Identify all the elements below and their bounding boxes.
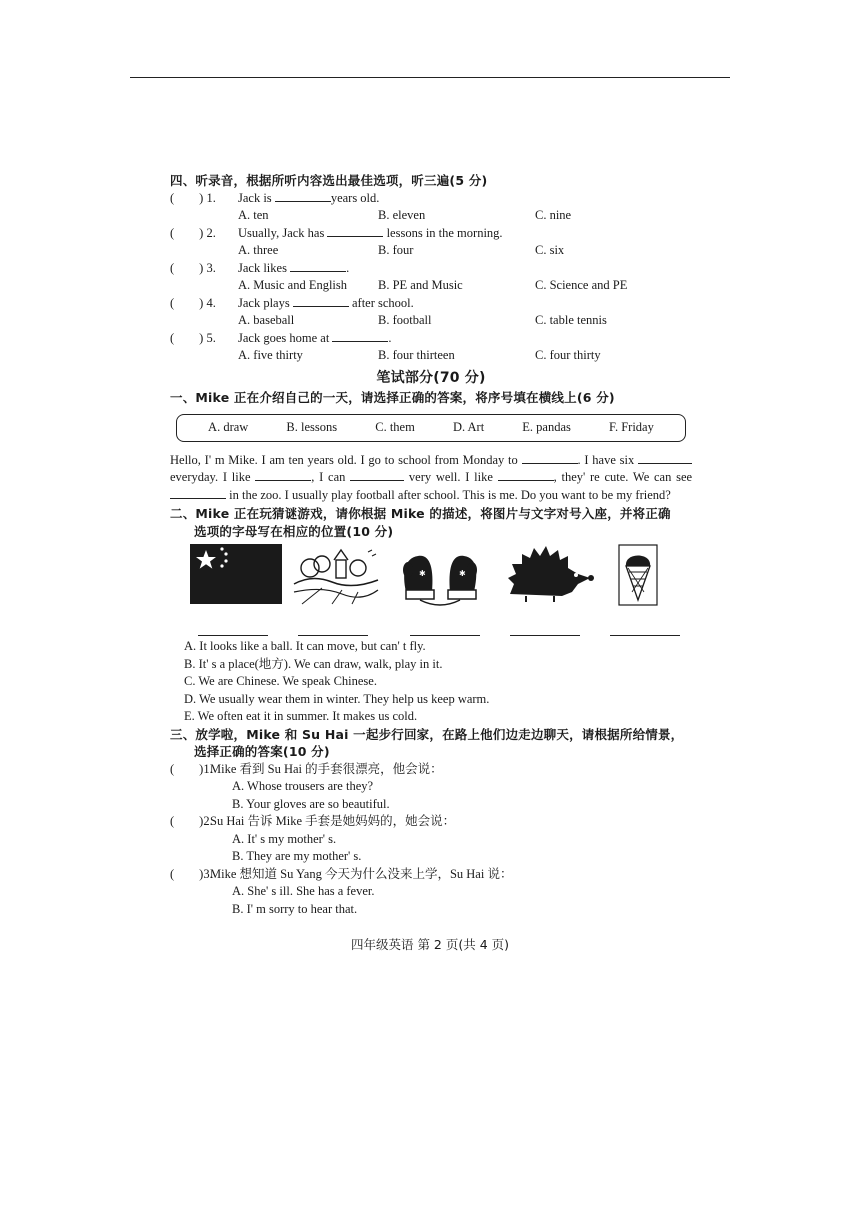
answer-blank[interactable] — [638, 452, 692, 464]
dialogue-question-3: ( )3. Mike 想知道 Su Yang 今天为什么没来上学，Su Hai 说： A. She' s ill. She has a fever. B. I' m sorry to hear that. — [170, 866, 692, 919]
option-c: C. four thirty — [535, 348, 601, 362]
statement-b: B. It' s a place(地方). We can draw, walk, play in it. — [184, 656, 443, 671]
option-a: A. five thirty — [238, 348, 303, 362]
svg-text:✱: ✱ — [419, 569, 426, 578]
answer-paren[interactable]: ( )2. — [170, 814, 213, 828]
option-b: B. They are my mother' s. — [232, 849, 362, 863]
answer-blank[interactable] — [290, 260, 346, 272]
page-footer: 四年级英语 第 2 页(共 4 页) — [350, 937, 510, 952]
ice-cream-icon — [618, 544, 658, 606]
answer-blank[interactable] — [522, 452, 578, 464]
answer-blank[interactable] — [255, 469, 311, 481]
answer-blank[interactable] — [410, 624, 480, 636]
china-flag-icon — [190, 544, 282, 604]
dialogue-question-2: ( )2. Su Hai 告诉 Mike 手套是她妈妈的，她会说： A. It' s my mother' s. B. They are my mother' s. — [170, 813, 692, 866]
mike-paragraph: Hello, I' m Mike. I am ten years old. I go to school from Monday to . I have six everyday. I like , I can very well. I like , they' re cute. We can see in the zoo. I usually play football after school. This is me. Do you want to be my friend? — [170, 452, 693, 502]
statement-a: A. It looks like a ball. It can move, but can' t fly. — [184, 639, 426, 653]
part1-title: 一、Mike 正在介绍自己的一天，请选择正确的答案，将序号填在横线上(6 分) — [170, 390, 615, 405]
park-scene-icon — [292, 544, 380, 606]
answer-blank[interactable] — [327, 225, 383, 237]
option-c: C. Science and PE — [535, 278, 628, 292]
word-option: F. Friday — [609, 419, 654, 434]
answer-paren[interactable]: ( ) 4. — [170, 295, 216, 310]
answer-blank[interactable] — [170, 487, 226, 499]
answer-paren[interactable]: ( ) 3. — [170, 260, 216, 275]
listening-question-1: ( ) 1. Jack is years old. A. ten B. eleven C. nine — [170, 190, 692, 225]
dialogue-question-1: ( )1. Mike 看到 Su Hai 的手套很漂亮，他会说： A. Whose trousers are they? B. Your gloves are so beautiful. — [170, 761, 692, 814]
listening-question-3: ( ) 3. Jack likes . A. Music and English B. PE and Music C. Science and PE — [170, 260, 692, 295]
part2-title-line2: 选项的字母写在相应的位置(10 分) — [194, 523, 394, 539]
hedgehog-icon — [506, 544, 594, 606]
word-option: B. lessons — [286, 419, 338, 434]
answer-paren[interactable]: ( )3. — [170, 866, 213, 881]
option-a: A. three — [238, 243, 279, 257]
statement-c: C. We are Chinese. We speak Chinese. — [184, 674, 377, 688]
option-a: A. It' s my mother' s. — [232, 831, 337, 846]
listening-title: 四、听录音，根据所听内容选出最佳选项，听三遍(5 分) — [170, 173, 488, 188]
word-option: D. Art — [452, 419, 485, 434]
word-option: E. pandas — [522, 419, 571, 434]
svg-text:✱: ✱ — [459, 569, 466, 578]
header-rule — [130, 77, 730, 78]
statement-d: D. We usually wear them in winter. They help us keep warm. — [184, 691, 490, 706]
option-b: B. four — [378, 243, 414, 257]
option-c: C. nine — [535, 208, 572, 222]
answer-paren[interactable]: ( ) 5. — [170, 330, 216, 345]
exam-sheet — [170, 172, 692, 918]
option-b: B. I' m sorry to hear that. — [232, 901, 358, 916]
part3-title-line2: 选择正确的答案(10 分) — [194, 744, 330, 759]
answer-blank[interactable] — [293, 295, 349, 307]
option-b: B. four thirteen — [378, 348, 455, 362]
word-option: A. draw — [208, 419, 249, 434]
option-a: A. She' s ill. She has a fever. — [232, 884, 375, 898]
statement-e: E. We often eat it in summer. It makes us cold. — [184, 709, 418, 723]
answer-blank[interactable] — [610, 624, 680, 636]
riddle-pictures — [170, 544, 692, 624]
option-a: A. baseball — [238, 313, 295, 327]
answer-blank[interactable] — [498, 469, 554, 481]
part2-title-line1: 二、Mike 正在玩猜谜游戏，请你根据 Mike 的描述，将图片与文字对号入座，并将正确 — [170, 506, 671, 521]
answer-blank[interactable] — [298, 624, 368, 636]
option-b: B. Your gloves are so beautiful. — [232, 796, 390, 811]
answer-blank[interactable] — [198, 624, 268, 636]
option-b: B. football — [378, 313, 432, 327]
answer-paren[interactable]: ( )1. — [170, 761, 213, 776]
listening-question-5: ( ) 5. Jack goes home at . A. five thirty B. four thirteen C. four thirty — [170, 330, 692, 365]
part3-title-line1: 三、放学啦，Mike 和 Su Hai 一起步行回家，在路上他们边走边聊天，请根据所给情景， — [170, 726, 684, 742]
answer-blank[interactable] — [510, 624, 580, 636]
answer-paren[interactable]: ( ) 1. — [170, 190, 216, 205]
answer-blank[interactable] — [350, 469, 404, 481]
riddle-statements — [170, 638, 692, 726]
option-a: A. Music and English — [238, 278, 348, 292]
option-c: C. six — [535, 243, 565, 257]
written-section-title: 笔试部分(70 分) — [376, 369, 486, 386]
mittens-icon — [398, 544, 482, 606]
answer-paren[interactable]: ( ) 2. — [170, 225, 216, 240]
option-b: B. eleven — [378, 208, 426, 222]
option-b: B. PE and Music — [378, 278, 463, 292]
option-a: A. Whose trousers are they? — [232, 779, 374, 793]
word-bank — [176, 414, 686, 442]
option-a: A. ten — [238, 208, 269, 222]
answer-blank[interactable] — [275, 190, 331, 202]
listening-question-2: ( ) 2. Usually, Jack has lessons in the morning. A. three B. four C. six — [170, 225, 692, 260]
listening-question-4: ( ) 4. Jack plays after school. A. baseball B. football C. table tennis — [170, 295, 692, 330]
word-option: C. them — [375, 419, 415, 434]
picture-answer-lines — [170, 624, 692, 638]
option-c: C. table tennis — [535, 313, 607, 327]
answer-blank[interactable] — [332, 330, 388, 342]
